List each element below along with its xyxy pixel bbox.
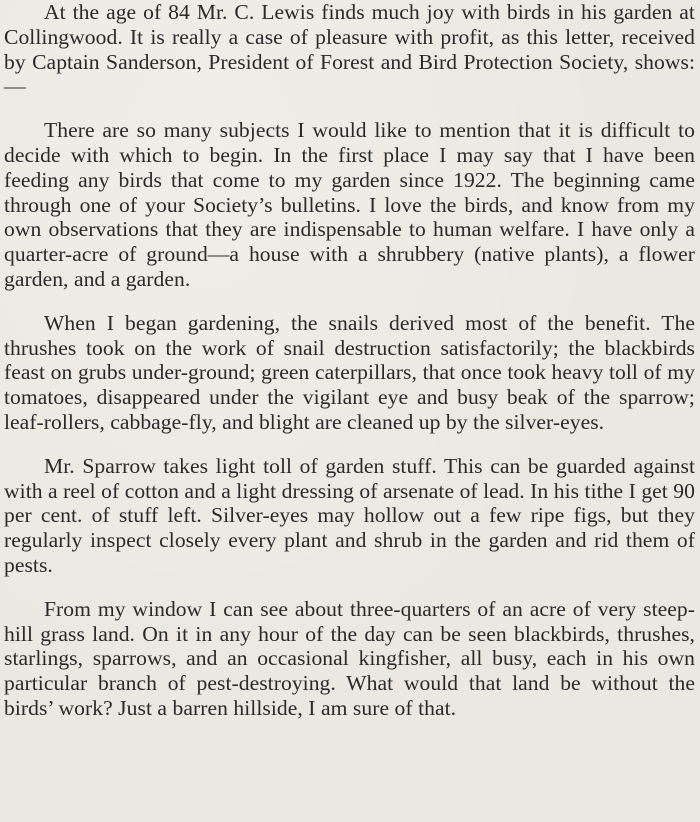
paragraph-window-view: From my window I can see about three-quarters of an acre of very steep-hill grass land. On it in any hour of the day can be seen blackbirds, thrushes, starlings, sparrows, and an occasional kingfisher, all busy, each in his own particular branch of pest-destroying. What would that land be without the birds’ work? Just a barren hillside, I am sure of that.: [4, 596, 695, 720]
paragraph-sparrow: Mr. Sparrow takes light toll of garden stuff. This can be guarded against with a reel of cotton and a light dressing of arsenate of lead. In his tithe I get 90 per cent. of stuff left. Silver-eyes may hollow out a few ripe figs, but they regularly inspect closely every plant and shrub in the garden and rid them of pests.: [4, 453, 695, 577]
paragraph-intro: At the age of 84 Mr. C. Lewis finds much joy with birds in his garden at Collingwood. It is really a case of pleasure with profit, as this letter, received by Captain Sanderson, President of Forest and Bird Protection Society, shows:—: [4, 0, 695, 99]
paragraph-gardening: When I began gardening, the snails derived most of the benefit. The thrushes took on the work of snail destruction satisfactorily; the blackbirds feast on grubs under-ground; green caterpillars, that once took heavy toll of my tomatoes, disappeared under the vigilant eye and busy beak of the sparrow; leaf-rollers, cabbage-fly, and blight are cleaned up by the silver-eyes.: [4, 310, 695, 434]
paragraph-feeding-birds: There are so many subjects I would like to mention that it is difficult to decide with which to begin. In the first place I may say that I have been feeding any birds that come to my garden since 1922. The beginning came through one of your Society’s bulletins. I love the birds, and know from my own observations that they are indispensable to human welfare. I have only a quarter-acre of ground—a house with a shrubbery (native plants), a flower garden, and a garden.: [4, 118, 695, 291]
